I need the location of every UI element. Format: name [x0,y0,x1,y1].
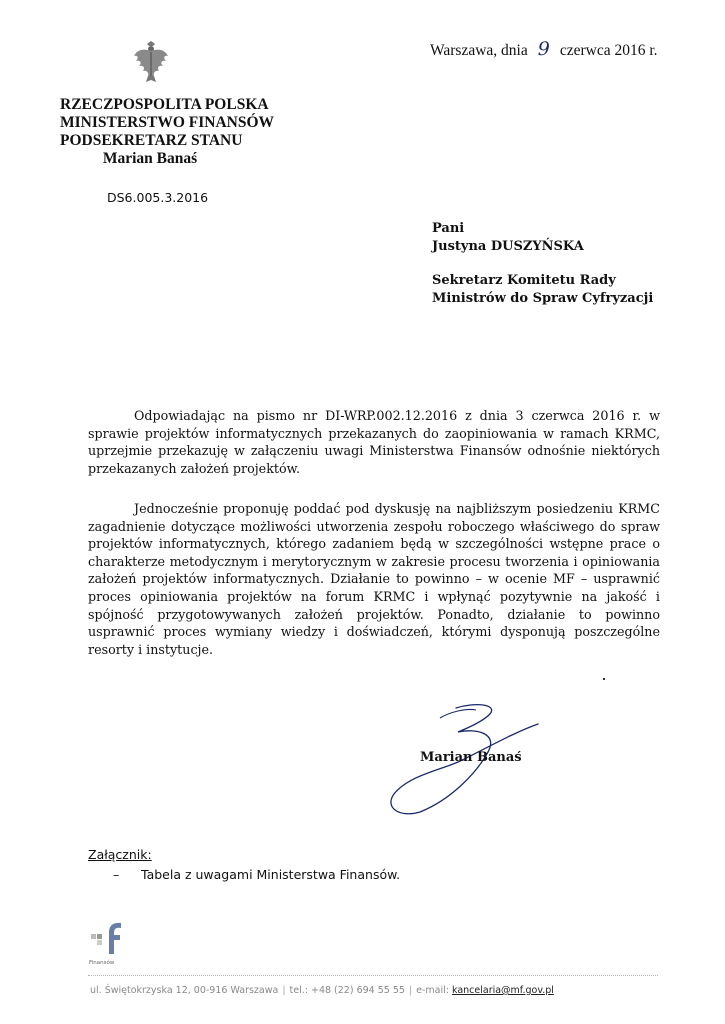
date-line [430,38,658,60]
footer-separator: | [282,985,286,996]
body-paragraph-2-text: Jednocześnie proponuję poddać pod dyskusję na najbliższym posiedzeniu KRMC zagadnienie dotyczące możliwości utworzenia zespołu roboczego właściwego do spraw projektów informatycznych, którego zadaniem będą w szczególności wstępne prace o charakterze metodycznym i merytorycznym w zakresie procesu tworzenia i opiniowania założeń projektów informatycznych. Działanie to powinno – w ocenie MF – usprawnić proces opiniowania projektów na forum KRMC i wpłynąć pozytywnie na jakość i spójność przygotowywanych założeń projektów. Ponadto, działanie to powinno usprawnić proces wymiany wiedzy i doświadczeń, którymi dysponują poszczególne resorty i instytucje. [88,501,660,657]
recipient-title-line1: Sekretarz Komitetu Rady [432,273,616,288]
letterhead-name: Marian Banaś [102,150,198,167]
logo-label: Finansów [89,960,115,966]
letterhead [60,96,275,168]
footer-phone: tel.: +48 (22) 694 55 55 [289,985,405,996]
footer-divider [88,975,658,976]
recipient-salutation: Pani [432,221,465,236]
recipient-title-line2: Ministrów do Spraw Cyfryzacji [432,290,654,306]
footer-email-link[interactable]: kancelaria@mf.gov.pl [451,985,554,996]
attachment-title: Załącznik: [88,847,152,862]
body-paragraph-2 [88,500,660,658]
letterhead-ministry: MINISTERSTWO FINANSÓW [60,114,275,131]
attachment-item [113,867,400,882]
body-paragraph-1-text: Odpowiadając na pismo nr DI-WRP.002.12.2016 z dnia 3 czerwca 2016 r. w sprawie projektów informatycznych przekazanych do zaopiniowania w ramach KRMC, uprzejmie przekazuję w załączeniu uwagi Ministerstwa Finansów odnośnie niektórych przekazanych założeń projektów. [88,408,660,476]
date-suffix: czerwca 2016 r. [559,42,658,59]
body-paragraph-1 [88,407,660,477]
footer-email-label: e-mail: [416,985,449,996]
footer-contact [90,985,554,996]
date-prefix: Warszawa, dnia [430,42,528,59]
letterhead-position: PODSEKRETARZ STANU [60,132,243,149]
footer-separator: | [408,985,413,996]
eagle-emblem-icon [133,40,169,84]
letterhead-country: RZECZPOSPOLITA POLSKA [60,96,269,113]
ink-dot [603,678,605,680]
reference-number: DS6.005.3.2016 [107,190,209,205]
footer-address: ul. Świętokrzyska 12, 00-916 Warszawa [90,985,279,996]
signatory-name: Marian Banaś [420,750,522,765]
ministry-logo-icon [91,920,123,954]
date-day: 9 [537,38,550,60]
attachment-item-text: Tabela z uwagami Ministerstwa Finansów. [141,867,401,882]
attachment-dash: – [113,867,120,882]
recipient-block [432,220,653,307]
recipient-name: Justyna DUSZYŃSKA [432,238,584,254]
